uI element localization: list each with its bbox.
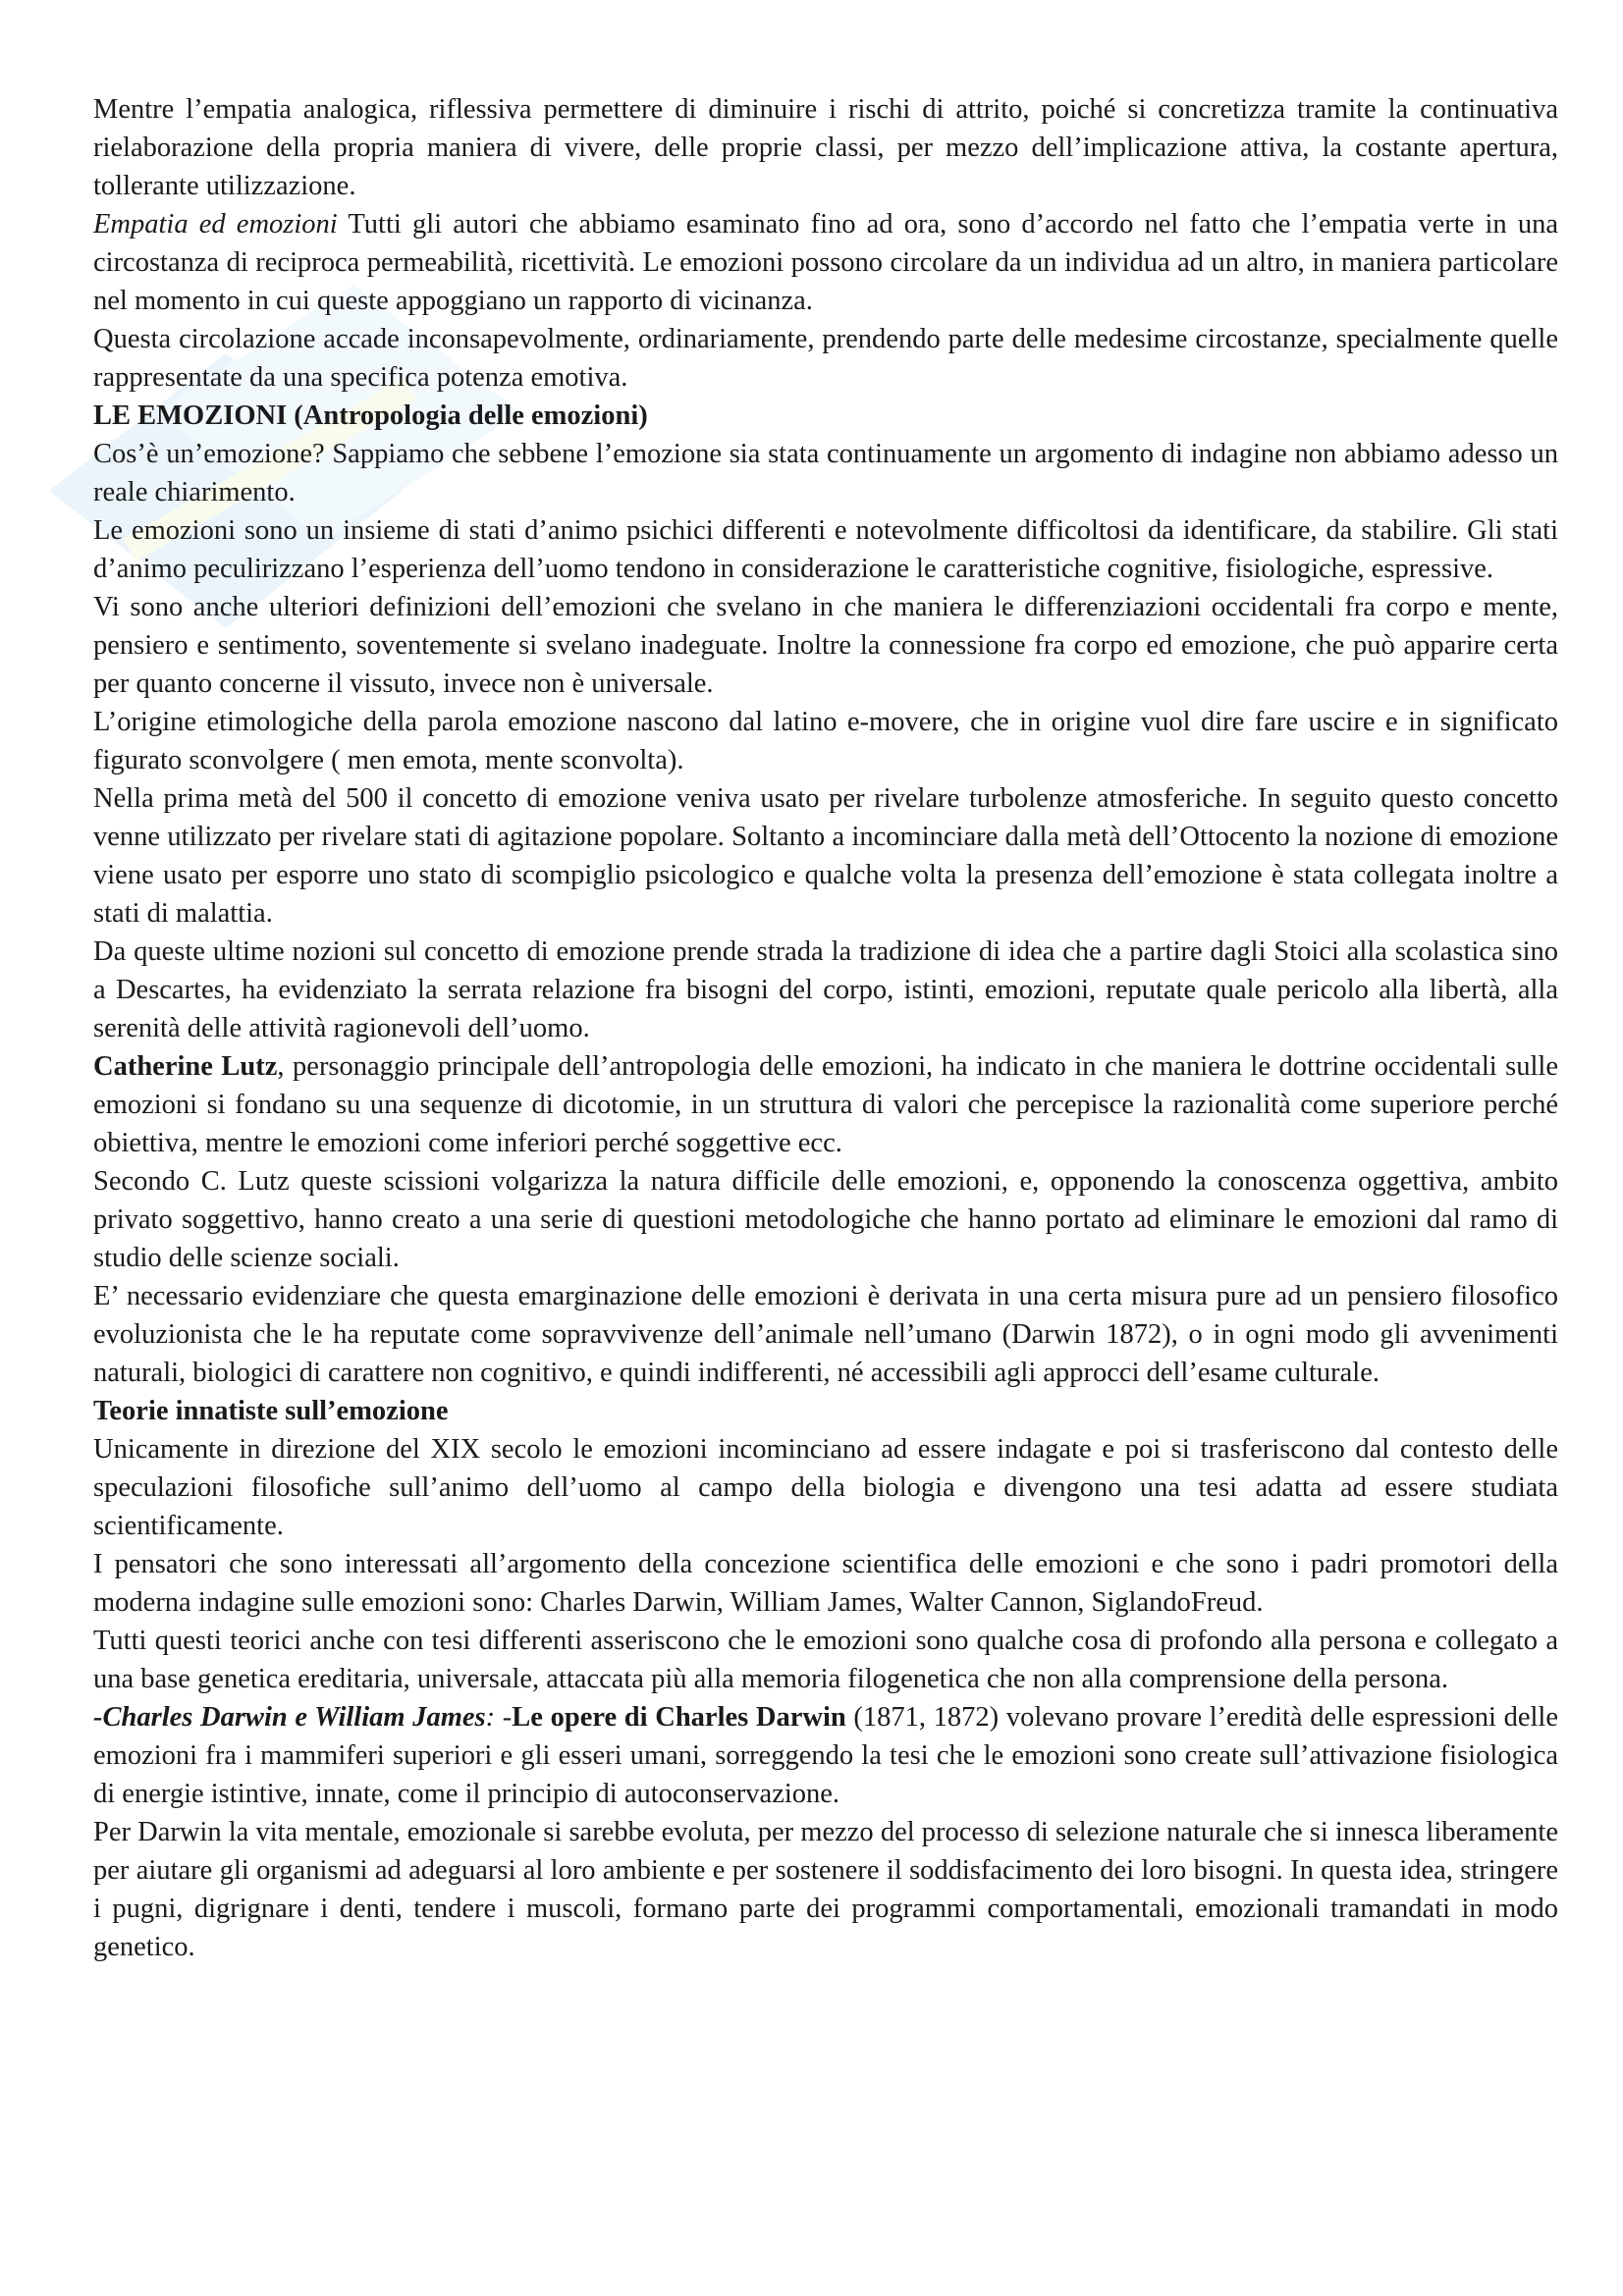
document-page (93, 90, 1558, 1966)
paragraph-definizioni: Vi sono anche ulteriori definizioni dell’emozioni che svelano in che maniera le differenziazioni occidentali fra corpo e mente, pensiero e sentimento, soventemente si svelano inadeguate. Inoltre la connessione fra corpo ed emozione, che può apparire certa per quanto concerne il vissuto, invece non è universale. (93, 592, 1558, 699)
paragraph-circolazione: Questa circolazione accade inconsapevolmente, ordinariamente, prendendo parte delle medesime circostanze, specialmente quelle rappresentate da una specifica potenza emotiva. (93, 324, 1558, 393)
paragraph-storia-concetto: Nella prima metà del 500 il concetto di emozione veniva usato per rivelare turbolenze atmosferiche. In seguito questo concetto venne utilizzato per rivelare stati di agitazione popolare. Soltanto a incominciare dalla metà dell’Ottocento la nozione di emozione viene usato per esporre uno stato di scompiglio psicologico e qualche volta la presenza dell’emozione è stata collegata inoltre a stati di malattia. (93, 783, 1558, 929)
paragraph-catherine-lutz: Catherine Lutz, personaggio principale dell’antropologia delle emozioni, ha indicato in che maniera le dottrine occidentali sulle emozioni si fondano su una sequenze di dicotomie, in un struttura di valori che percepisce la razionalità come superiore perché obiettiva, mentre le emozioni come inferiori perché soggettive ecc. (93, 1051, 1559, 1158)
paragraph-cos-e-emozione: Cos’è un’emozione? Sappiamo che sebbene l’emozione sia stata continuamente un argomento di indagine non abbiamo adesso un reale chiarimento. (93, 439, 1558, 507)
paragraph-stati-animo: Le emozioni sono un insieme di stati d’animo psichici differenti e notevolmente difficoltosi da identificare, da stabilire. Gli stati d’animo peculirizzano l’esperienza dell’uomo tendono in considerazione le caratteristiche cognitive, fisiologiche, espressive. (93, 515, 1558, 584)
paragraph-pensatori: I pensatori che sono interessati all’argomento della concezione scientifica delle emozioni e che sono i padri promotori della moderna indagine sulle emozioni sono: Charles Darwin, William James, Walter Cannon, SiglandoFreud. (93, 1549, 1558, 1618)
paragraph-empatia-ed-emozioni: Empatia ed emozioni Tutti gli autori che abbiamo esaminato fino ad ora, sono d’accordo nel fatto che l’empatia verte in una circostanza di reciproca permeabilità, ricettività. Le emozioni possono circolare da un individua ad un altro, in maniera particolare nel momento in cui queste appoggiano un rapporto di vicinanza. (93, 209, 1558, 316)
paragraph-xix-secolo: Unicamente in direzione del XIX secolo le emozioni incominciano ad essere indagate e poi si trasferiscono dal contesto delle speculazioni filosofiche sull’animo dell’uomo al campo della biologia e divengono una tesi adatta ad essere studiata scientificamente. (93, 1434, 1558, 1541)
paragraph-lutz-scissioni: Secondo C. Lutz queste scissioni volgarizza la natura difficile delle emozioni, e, opponendo la conoscenza oggettiva, ambito privato soggettivo, hanno creato a una serie di questioni metodologiche che hanno portato ad eliminare le emozioni dal ramo di studio delle scienze sociali. (93, 1166, 1558, 1273)
paragraph-darwin-vita-mentale: Per Darwin la vita mentale, emozionale si sarebbe evoluta, per mezzo del processo di selezione naturale che si innesca liberamente per aiutare gli organismi ad adeguarsi al loro ambiente e per sostenere il soddisfacimento dei loro bisogni. In questa idea, stringere i pugni, digrignare i denti, tendere i muscoli, formano parte dei programmi comportamentali, emozionali tramandati in modo genetico. (93, 1817, 1558, 1962)
section-lead-darwin-james: -Charles Darwin e William James (93, 1702, 486, 1733)
paragraph-etimologia: L’origine etimologiche della parola emozione nascono dal latino e-movere, che in origine vuol dire fare uscire e in significato figurato sconvolgere ( men emota, mente sconvolta). (93, 707, 1558, 775)
section-lead-empatia-ed-emozioni: Empatia ed emozioni (93, 209, 338, 240)
heading-le-emozioni: LE EMOZIONI (Antropologia delle emozioni) (93, 400, 648, 431)
paragraph-teorici: Tutti questi teorici anche con tesi differenti asseriscono che le emozioni sono qualche cosa di profondo alla persona e collegato a una base genetica ereditaria, universale, attaccata più alla memoria filogenetica che non alla comprensione della persona. (93, 1626, 1558, 1694)
paragraph-empatia-analogica: Mentre l’empatia analogica, riflessiva permettere di diminuire i rischi di attrito, poiché si concretizza tramite la continuativa rielaborazione della propria maniera di vivere, delle proprie classi, per mezzo dell’implicazione attiva, la costante apertura, tollerante utilizzazione. (93, 94, 1558, 201)
paragraph-darwin-james: -Charles Darwin e William James: -Le opere di Charles Darwin (1871, 1872) volevano provare l’eredità delle espressioni delle emozioni fra i mammiferi superiori e gli esseri umani, sorreggendo la tesi che le emozioni sono create sull’attivazione fisiologica di energie istintive, innate, come il principio di autoconservazione. (93, 1702, 1558, 1809)
bold-opere-darwin: Le opere di Charles Darwin (512, 1702, 846, 1733)
author-name-catherine-lutz: Catherine Lutz (93, 1051, 278, 1082)
heading-teorie-innatiste: Teorie innatiste sull’emozione (93, 1396, 449, 1426)
paragraph-tradizione-stoici: Da queste ultime nozioni sul concetto di emozione prende strada la tradizione di idea che a partire dagli Stoici alla scolastica sino a Descartes, ha evidenziato la serrata relazione fra bisogni del corpo, istinti, emozioni, reputate quale pericolo alla libertà, alla serenità delle attività ragionevoli dell’uomo. (93, 936, 1558, 1043)
paragraph-emarginazione: E’ necessario evidenziare che questa emarginazione delle emozioni è derivata in una certa misura pure ad un pensiero filosofico evoluzionista che le ha reputate come sopravvivenze dell’animale nell’umano (Darwin 1872), o in ogni modo gli avvenimenti naturali, biologici di carattere non cognitivo, e quindi indifferenti, né accessibili agli approcci dell’esame culturale. (93, 1281, 1558, 1388)
